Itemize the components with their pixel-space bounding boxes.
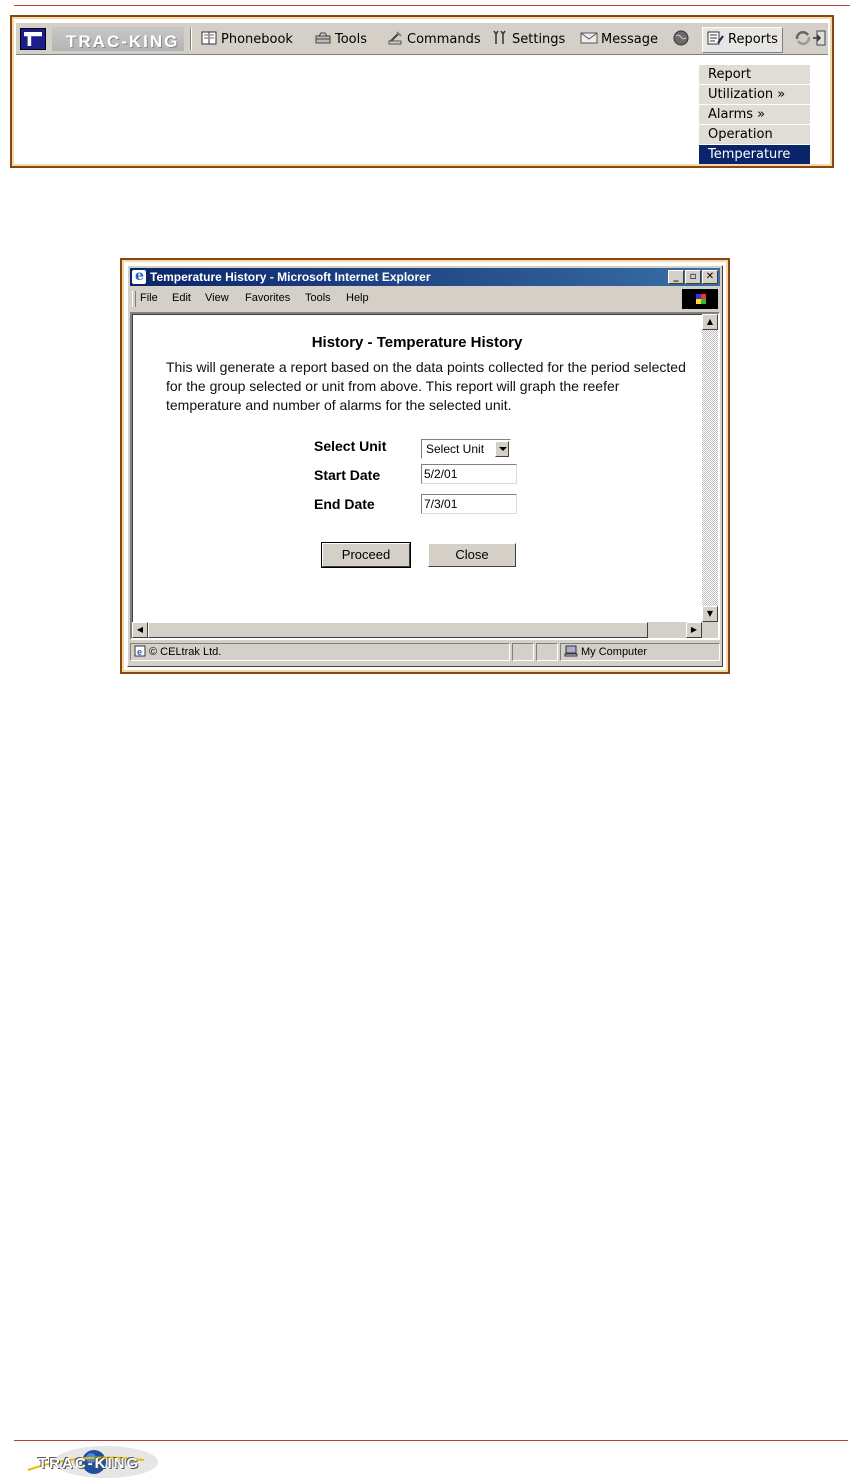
footer-brand: TRAC-KING: [38, 1455, 141, 1472]
reports-button[interactable]: [702, 27, 783, 53]
end-date-label: End Date: [314, 496, 375, 512]
envelope-icon: [580, 30, 598, 46]
refresh-icon: [794, 30, 812, 46]
start-date-label: Start Date: [314, 467, 381, 483]
message-button[interactable]: [580, 29, 658, 51]
scroll-down-button[interactable]: ▼: [702, 606, 718, 622]
zone-label: My Computer: [581, 646, 648, 658]
exit-door-icon: [812, 30, 826, 46]
commands-icon: [386, 30, 404, 46]
select-unit-dropdown[interactable]: [421, 439, 511, 459]
select-unit-value: Select Unit: [426, 442, 485, 456]
browser-content: [130, 312, 720, 640]
horizontal-scroll-thumb[interactable]: [148, 622, 648, 638]
proceed-button[interactable]: Proceed: [322, 543, 410, 567]
windows-logo-icon: [682, 289, 718, 309]
ie-window: [127, 265, 723, 667]
commands-label: Commands: [407, 32, 481, 47]
tools-icon: [314, 30, 332, 46]
my-computer-icon: [564, 645, 578, 657]
settings-label: Settings: [512, 32, 566, 47]
brand-logo: [52, 27, 184, 51]
menu-tools[interactable]: Tools: [305, 292, 331, 304]
tools-button[interactable]: [314, 29, 367, 51]
reports-icon: [707, 30, 725, 46]
scroll-corner: [702, 622, 718, 638]
dropdown-arrow-icon[interactable]: [495, 441, 509, 457]
reports-dropdown-menu: [699, 65, 810, 165]
start-date-input[interactable]: [421, 464, 517, 484]
status-pane-1: [512, 643, 534, 661]
phonebook-label: Phonebook: [221, 32, 293, 47]
report-page: [132, 314, 702, 622]
main-toolbar: [16, 22, 828, 55]
phonebook-icon: [200, 30, 218, 46]
settings-button[interactable]: [491, 29, 565, 51]
menu-bar: [130, 288, 720, 310]
menu-edit[interactable]: Edit: [172, 292, 191, 304]
title-bar: [130, 268, 720, 286]
close-button[interactable]: Close: [428, 543, 516, 567]
menu-item-operation[interactable]: Operation: [699, 125, 810, 144]
tools-label: Tools: [335, 32, 368, 47]
status-bar: [130, 642, 720, 662]
status-pane-2: [536, 643, 558, 661]
menu-item-temperature[interactable]: Temperature: [699, 145, 810, 164]
status-main: [130, 643, 510, 661]
toolbar-separator: [190, 28, 192, 50]
page-title: History - Temperature History: [311, 334, 523, 351]
ie-window-screenshot: [120, 258, 730, 674]
settings-icon: [491, 30, 509, 46]
end-date-input[interactable]: [421, 494, 517, 514]
brand-name: TRAC-KING: [66, 32, 180, 51]
menu-help[interactable]: Help: [346, 292, 369, 304]
page-done-icon: [134, 645, 146, 657]
menu-item-utilization[interactable]: Utilization »: [699, 85, 810, 104]
menu-item-alarms[interactable]: Alarms »: [699, 105, 810, 124]
minimize-button[interactable]: _: [668, 270, 684, 284]
window-title: Temperature History - Microsoft Internet Explorer: [150, 270, 431, 284]
page-description: This will generate a report based on the data points collected for the period selected for the group selected or unit from above. This report will graph the reefer temperature and number of alarms for the selected unit.: [166, 359, 686, 413]
message-label: Message: [601, 32, 658, 47]
vertical-scrollbar[interactable]: [702, 314, 718, 622]
itc-logo-icon: [20, 28, 46, 50]
select-unit-label: Select Unit: [314, 438, 387, 454]
exit-button[interactable]: [812, 29, 829, 51]
header-rule: [14, 5, 850, 6]
reports-label: Reports: [728, 32, 778, 47]
status-text: © CELtrak Ltd.: [149, 646, 222, 658]
close-window-button[interactable]: ✕: [702, 270, 718, 284]
maximize-button[interactable]: ▫: [685, 270, 701, 284]
scroll-right-button[interactable]: ▶: [686, 622, 702, 638]
menu-item-report[interactable]: Report: [699, 65, 810, 84]
svg-text:e: e: [137, 647, 143, 657]
menu-view[interactable]: View: [205, 292, 229, 304]
trac-king-footer-logo: [20, 1442, 160, 1480]
globe-button[interactable]: [672, 29, 693, 51]
menubar-grip: [132, 291, 136, 307]
globe-icon: [672, 30, 690, 46]
trac-king-toolbar-screenshot: [10, 15, 834, 168]
scroll-left-button[interactable]: ◀: [132, 622, 148, 638]
menu-favorites[interactable]: Favorites: [245, 292, 291, 304]
ie-logo-icon: [132, 270, 146, 284]
security-zone: [560, 643, 720, 661]
menu-file[interactable]: File: [140, 292, 158, 304]
phonebook-button[interactable]: [200, 29, 293, 51]
commands-button[interactable]: [386, 29, 481, 51]
scroll-up-button[interactable]: ▲: [702, 314, 718, 330]
footer-rule: [14, 1440, 848, 1441]
horizontal-scrollbar[interactable]: [132, 622, 702, 638]
